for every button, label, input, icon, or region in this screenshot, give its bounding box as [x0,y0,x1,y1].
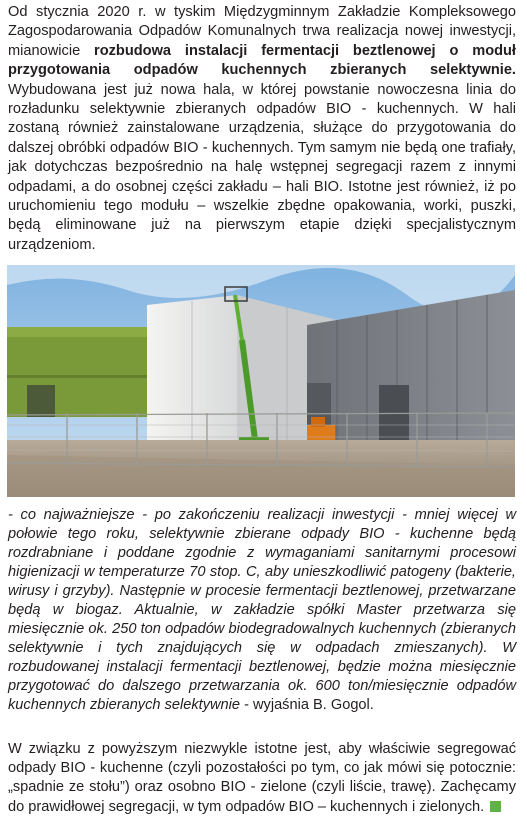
intro-text-rest: Wybudowana jest już nowa hala, w której powstanie nowoczesna linia do rozładunku selektywnie zbieranych odpadów BIO - kuchennych. W hali zostaną również zainstalowane urządzenia, służące do przygotowania do dalszej obróbki odpadów BIO - kuchennych. Tym samym nie będą one trafiały, jak dotychczas bezpośrednio na halę wstępnej segregacji razem z innymi odpadami, a do osobnej części zakładu – hali BIO. Istotne jest również, iż po uruchomieniu tego modułu – wszelkie zbędne opakowania, worki, puszki, będą eliminowane już na pierwszym etapie dzięki specjalistycznym urządzeniom. [8,81,516,253]
intro-text-start: Od stycznia 2020 r. w tyskim Międzygminnym Zakładzie Kompleksowego Zagospodarowania Odpadów Komunalnych trwa realizacja nowej inwestycji, mianowicie [8,4,516,59]
construction-site-image [7,265,515,497]
end-marker-icon [490,801,501,812]
intro-paragraph [8,3,516,255]
closing-paragraph [8,740,516,817]
intro-bold-highlight: rozbudowa instalacji fermentacji beztlenowej o moduł przygotowania odpadów kuchennych zbieranych selektywnie. [8,42,516,79]
closing-text: W związku z powyższym niezwykle istotne jest, aby właściwie segregować odpady BIO - kuchenne (czyli pozostałości po tym, co jak mówi się potocznie: „spadnie ze stołu”) oraz osobno BIO - zielone (czyli liście, trawę). Zachęcamy do prawidłowej segregacji, w tym odpadów BIO – kuchennych i zielonych. [8,741,516,815]
construction-photo [7,265,515,497]
quote-text: - co najważniejsze - po zakończeniu realizacji inwestycji - mniej więcej w połowie tego roku, selektywnie zbierane odpady BIO - kuchenne będą rozdrabniane i poddane zgodnie z wymaganiami sanitarnymi procesowi higienizacji w temperaturze 70 stop. C, aby unieszkodliwić patogeny (bakterie, wirusy i grzyby). Następnie w procesie fermentacji beztlenowej, przetwarzane będą w biogaz. Aktualnie, w zakładzie spółki Master przetwarza się miesięcznie ok. 250 ton odpadów biodegradowalnych kuchennych (zbieranych selektywnie i tych znajdujących się w odpadach zmieszanych). W rozbudowanej instalacji fermentacji beztlenowej, będzie można miesięcznie przygotować do dalszego przetwarzania ok. 600 ton/miesięcznie odpadów kuchennych zbieranych selektywnie [8,507,516,713]
quote-paragraph [8,506,516,715]
quote-attribution: - wyjaśnia B. Gogol. [240,697,374,713]
